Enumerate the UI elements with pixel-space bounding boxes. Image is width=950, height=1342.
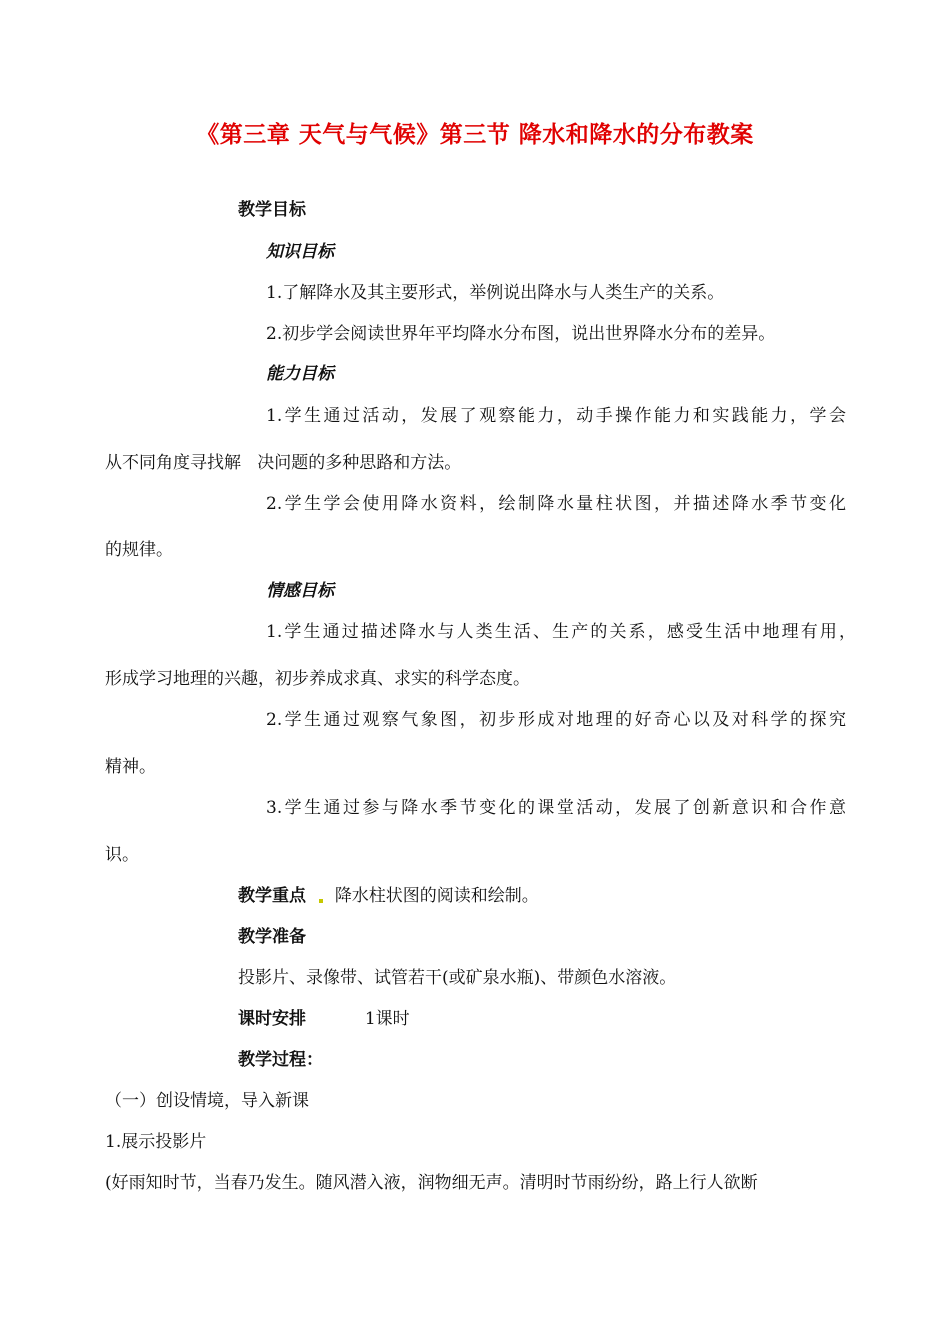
ability-heading: 能力目标 — [266, 364, 334, 384]
prep-text: 投影片、录像带、试管若干(或矿泉水瓶)、带颜色水溶液。 — [238, 968, 677, 988]
schedule-text: 1课时 — [364, 1009, 410, 1029]
emotion-item-2-line-2: 精神。 — [105, 757, 156, 777]
emotion-item-1-line-2: 形成学习地理的兴趣，初步养成求真、求实的科学态度。 — [105, 669, 530, 689]
dot-mark — [319, 899, 323, 903]
poem-text: (好雨知时节，当春乃发生。随风潜入液，润物细无声。清明时节雨纷纷，路上行人欲断 — [105, 1173, 758, 1193]
emotion-item-3-line-1: 3.学生通过参与降水季节变化的课堂活动，发展了创新意识和合作意 — [266, 798, 846, 818]
emotion-item-1-line-1: 1.学生通过描述降水与人类生活、生产的关系，感受生活中地理有用， — [266, 622, 856, 642]
schedule-row — [238, 1011, 410, 1028]
knowledge-item-1: 1.了解降水及其主要形式，举例说出降水与人类生产的关系。 — [266, 283, 725, 303]
focus-text: 降水柱状图的阅读和绘制。 — [334, 886, 539, 906]
focus-row — [238, 888, 539, 905]
ability-item-1-line-1: 1.学生通过活动，发展了观察能力，动手操作能力和实践能力，学会 — [266, 406, 846, 426]
knowledge-item-2: 2.初步学会阅读世界年平均降水分布图，说出世界降水分布的差异。 — [266, 324, 776, 344]
emotion-item-3-line-2: 识。 — [105, 845, 139, 865]
section-1-heading: （一）创设情境，导入新课 — [105, 1091, 309, 1111]
schedule-label: 课时安排 — [238, 1009, 306, 1029]
knowledge-heading: 知识目标 — [266, 242, 334, 262]
prep-heading: 教学准备 — [238, 927, 306, 947]
objectives-heading: 教学目标 — [238, 200, 306, 220]
emotion-heading: 情感目标 — [266, 581, 334, 601]
emotion-item-2-line-1: 2.学生通过观察气象图，初步形成对地理的好奇心以及对科学的探究 — [266, 710, 846, 730]
ability-item-2-line-1: 2.学生学会使用降水资料，绘制降水量柱状图，并描述降水季节变化 — [266, 494, 846, 514]
document-title: 《第三章 天气与气候》第三节 降水和降水的分布教案 — [196, 122, 754, 148]
ability-item-1-line-2: 从不同角度寻找解 决问题的多种思路和方法。 — [105, 453, 462, 473]
ability-item-2-line-2: 的规律。 — [105, 540, 173, 560]
step-1: 1.展示投影片 — [105, 1132, 207, 1152]
focus-label: 教学重点 — [238, 886, 306, 906]
process-heading: 教学过程： — [238, 1050, 323, 1070]
